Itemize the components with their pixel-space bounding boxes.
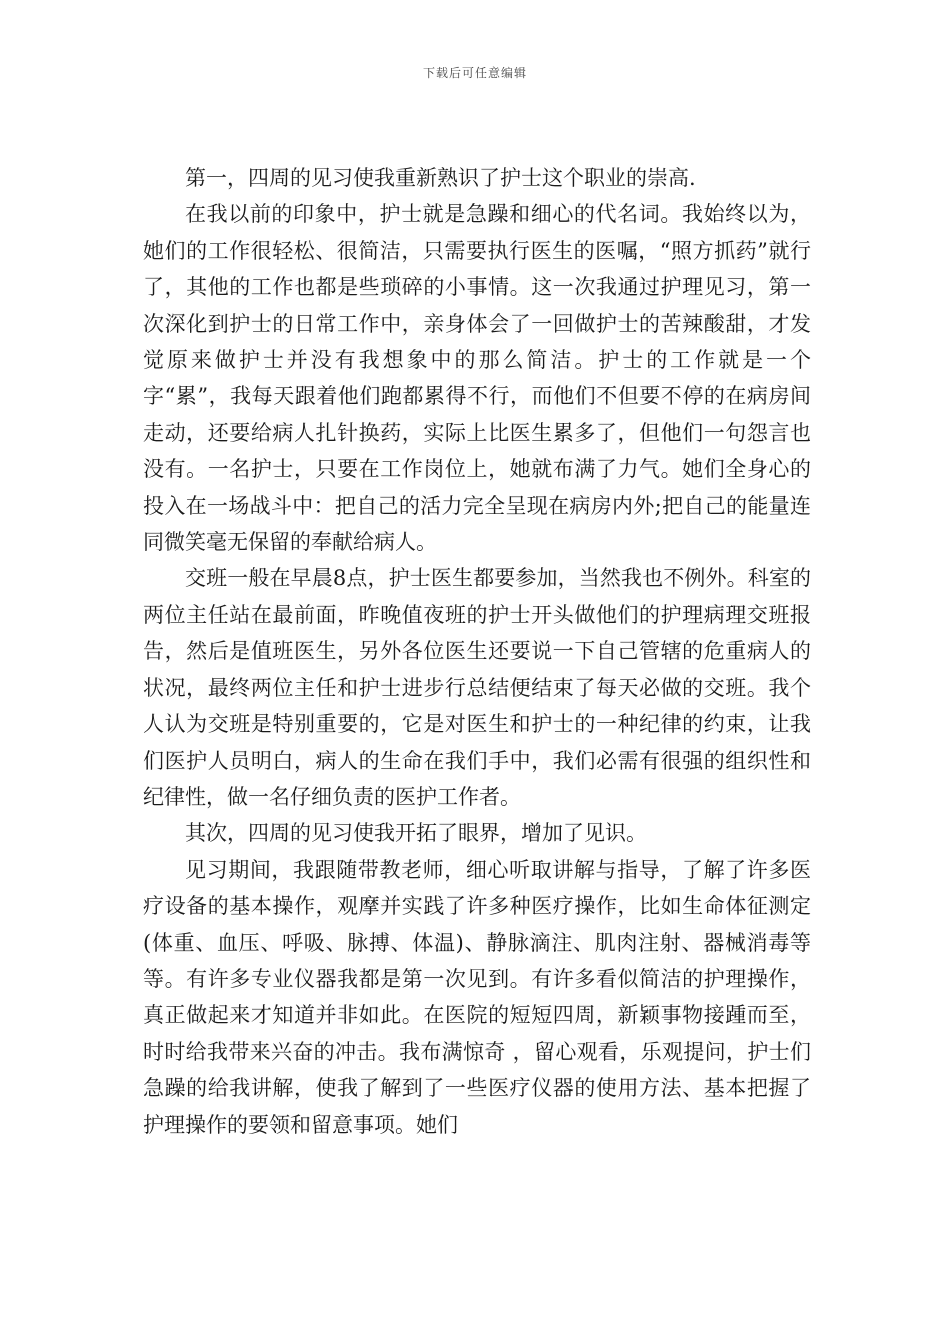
paragraph-broadened-horizons: 其次，四周的见习使我开拓了眼界，增加了见识。 <box>185 821 647 846</box>
paragraph-nurse-impression: 在我以前的印象中，护士就是急躁和细心的代名词。我始终以为，她们的工作很轻松、很简洁，只需要执行医生的医嘱，“照方抓药”就行了，其他的工作也都是些琐碎的小事情。这一次我通过护理见习，第一次深化到护士的日常工作中，亲身体会了一回做护士的苦辣酸甜，才发觉原来做护士并没有我想象中的那么简洁。护士的工作就是一个字“累”，我每天跟着他们跑都累得不行，而他们不但要不停的在病房间走动，还要给病人扎针换药，实际上比医生累多了，但他们一句怨言也没有。一名护士，只要在工作岗位上，她就布满了力气。她们全身心的投入在一场战斗中：把自己的活力完全呈现在病房内外;把自己的能量连同微笑毫无保留的奉献给病人。 <box>143 202 811 555</box>
paragraph-shift-handover: 交班一般在早晨8点，护士医生都要参加，当然我也不例外。科室的两位主任站在最前面，昨晚值夜班的护士开头做他们的护理病理交班报告，然后是值班医生，另外各位医生还要说一下自己管辖的危重病人的状况，最终两位主任和护士进步行总结便结束了每天必做的交班。我个人认为交班是特别重要的，它是对医生和护士的一种纪律的约束，让我们医护人员明白，病人的生命在我们手中，我们必需有很强的组织性和纪律性，做一名仔细负责的医护工作者。 <box>143 566 811 809</box>
document-body <box>143 160 811 1143</box>
paragraph-nursing-dignity: 第一，四周的见习使我重新熟识了护士这个职业的崇高. <box>185 166 696 190</box>
paragraph-internship-period: 见习期间，我跟随带教老师，细心听取讲解与指导，了解了许多医疗设备的基本操作，观摩并实践了许多种医疗操作，比如生命体征测定(体重、血压、呼吸、脉搏、体温)、静脉滴注、肌肉注射、器械消毒等等。有许多专业仪器我都是第一次见到。有许多看似简洁的护理操作，真正做起来才知道并非如此。在医院的短短四周，新颖事物接踵而至，时时给我带来兴奋的冲击。我布满惊奇 ，留心观看，乐观提问，护士们急躁的给我讲解，使我了解到了一些医疗仪器的使用方法、基本把握了护理操作的要领和留意事项。她们 <box>143 857 811 1137</box>
page-header-note: 下载后可任意编辑 <box>422 66 527 80</box>
